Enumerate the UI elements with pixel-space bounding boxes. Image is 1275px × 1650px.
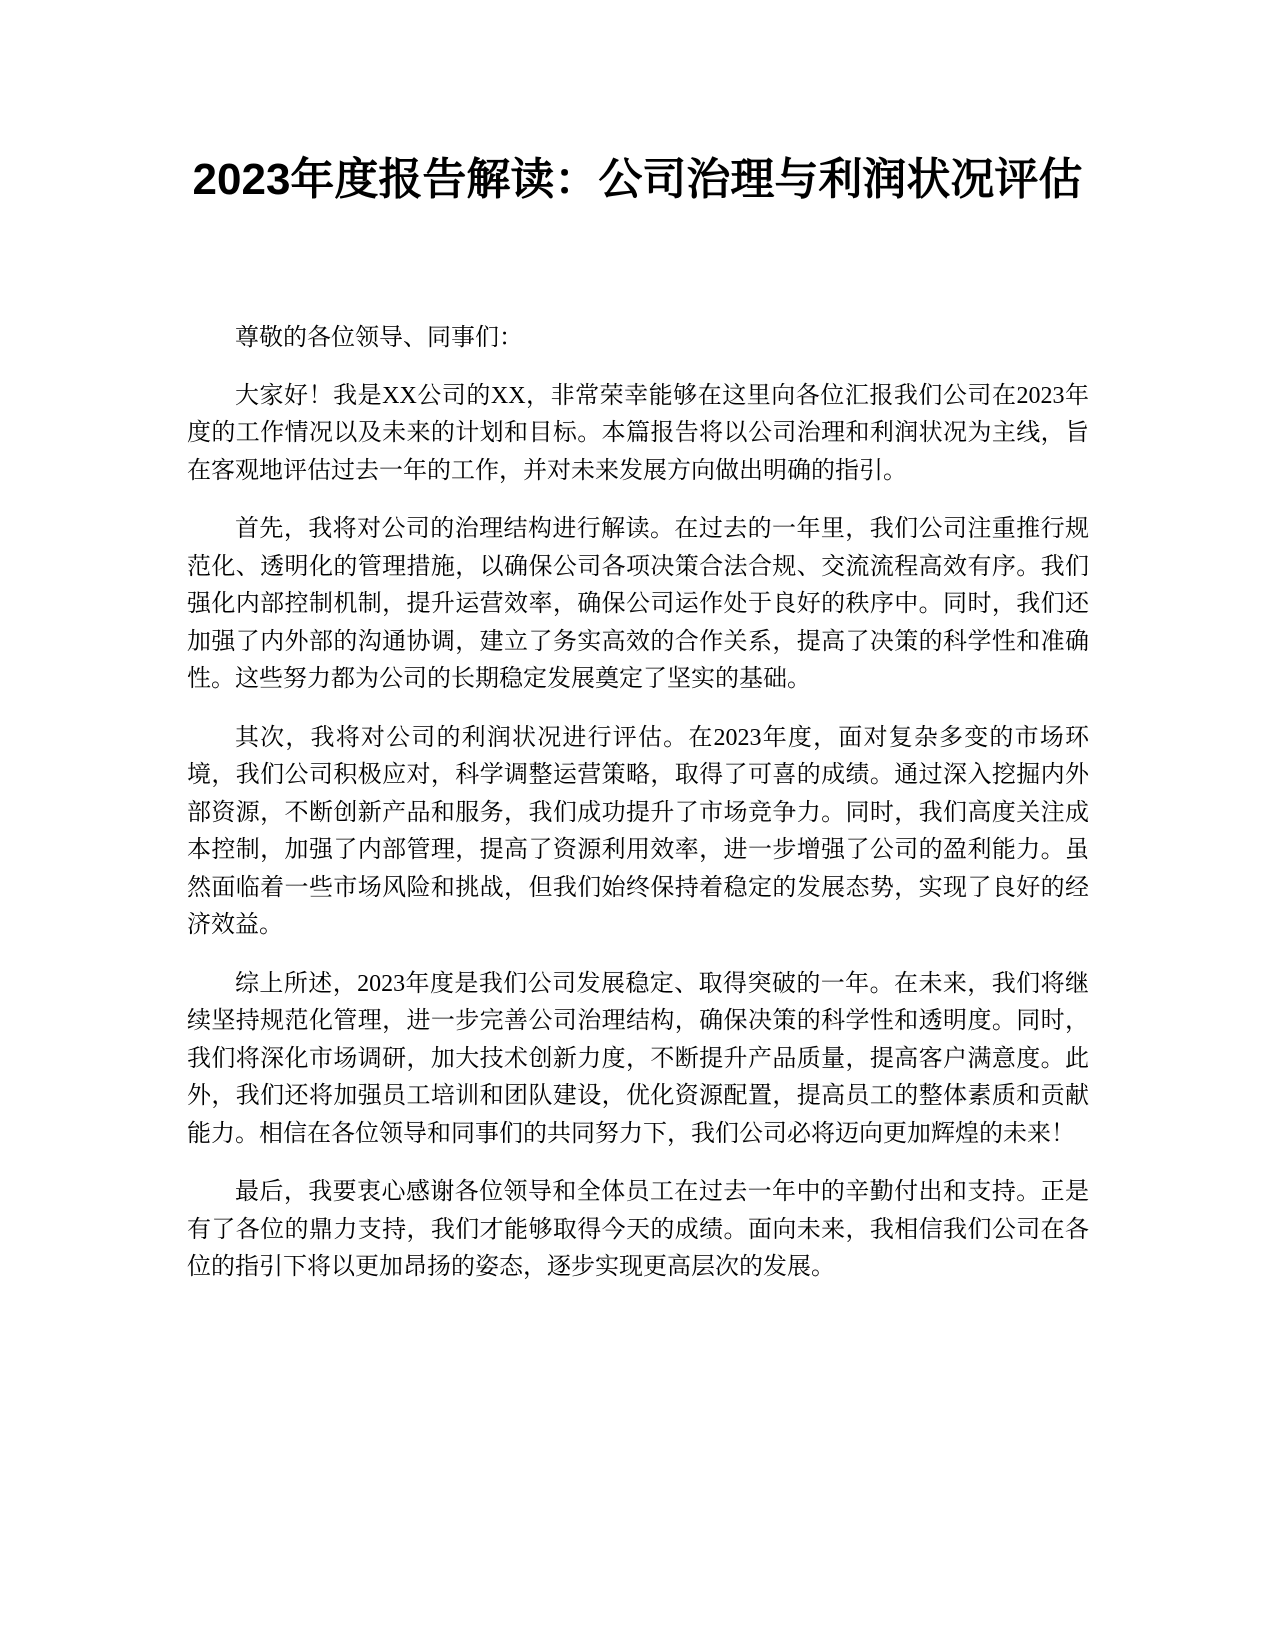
document-title: 2023年度报告解读：公司治理与利润状况评估 — [192, 155, 1083, 204]
document-body — [187, 320, 1089, 1287]
paragraph-thanks: 最后，我要衷心感谢各位领导和全体员工在过去一年中的辛勤付出和支持。正是有了各位的鼎力支持，我们才能够取得今天的成绩。面向未来，我相信我们公司在各位的指引下将以更加昂扬的姿态，逐步实现更高层次的发展。 — [187, 1179, 1089, 1280]
paragraph-intro: 大家好！我是XX公司的XX，非常荣幸能够在这里向各位汇报我们公司在2023年度的工作情况以及未来的计划和目标。本篇报告将以公司治理和利润状况为主线，旨在客观地评估过去一年的工作，并对未来发展方向做出明确的指引。 — [187, 382, 1089, 484]
greeting-line: 尊敬的各位领导、同事们： — [235, 325, 523, 351]
paragraph-summary: 综上所述，2023年度是我们公司发展稳定、取得突破的一年。在未来，我们将继续坚持规范化管理，进一步完善公司治理结构，确保决策的科学性和透明度。同时，我们将深化市场调研，加大技术创新力度，不断提升产品质量，提高客户满意度。此外，我们还将加强员工培训和团队建设，优化资源配置，提高员工的整体素质和贡献能力。相信在各位领导和同事们的共同努力下，我们公司必将迈向更加辉煌的未来！ — [187, 970, 1089, 1147]
paragraph-governance: 首先，我将对公司的治理结构进行解读。在过去的一年里，我们公司注重推行规范化、透明化的管理措施，以确保公司各项决策合法合规、交流流程高效有序。我们强化内部控制机制，提升运营效率，确保公司运作处于良好的秩序中。同时，我们还加强了内外部的沟通协调，建立了务实高效的合作关系，提高了决策的科学性和准确性。这些努力都为公司的长期稳定发展奠定了坚实的基础。 — [187, 516, 1089, 692]
paragraph-profit: 其次，我将对公司的利润状况进行评估。在2023年度，面对复杂多变的市场环境，我们公司积极应对，科学调整运营策略，取得了可喜的成绩。通过深入挖掘内外部资源，不断创新产品和服务，我们成功提升了市场竞争力。同时，我们高度关注成本控制，加强了内部管理，提高了资源利用效率，进一步增强了公司的盈利能力。虽然面临着一些市场风险和挑战，但我们始终保持着稳定的发展态势，实现了良好的经济效益。 — [187, 724, 1089, 938]
